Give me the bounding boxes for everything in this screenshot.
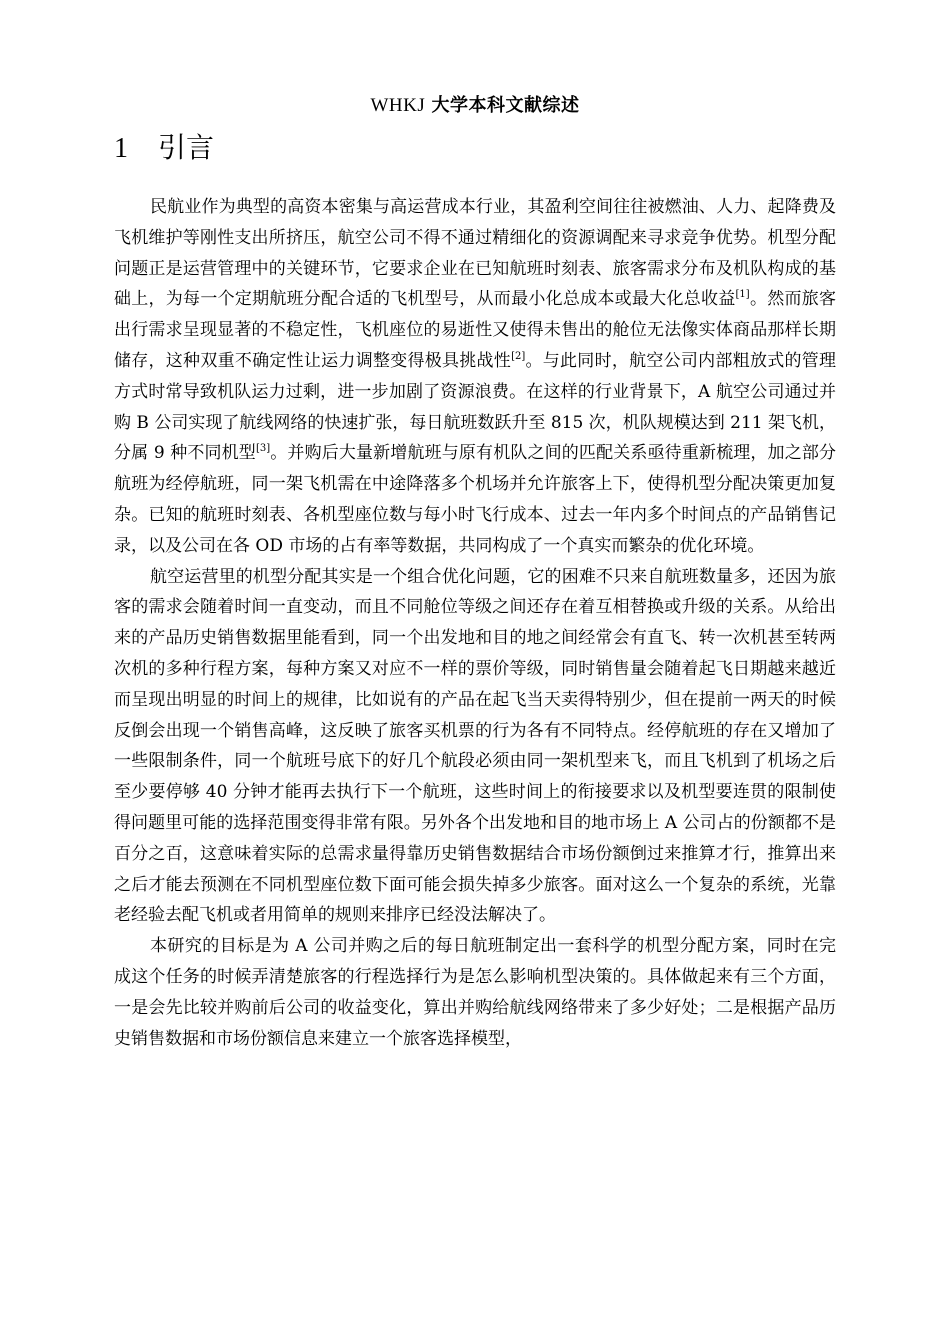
page-header — [0, 93, 950, 119]
header-title: 大学本科文献综述 — [431, 95, 580, 116]
paragraph — [114, 562, 836, 932]
citation-marker: [1] — [735, 289, 750, 301]
paragraph-text: 航空运营里的机型分配其实是一个组合优化问题，它的困难不只来自航班数量多，还因为旅客的需求会随着时间一直变动，而且不同舱位等级之间还存在着互相替换或升级的关系。从给出来的产品历史销售数据里能看到，同一个出发地和目的地之间经常会有直飞、转一次机甚至转两次机的多种行程方案，每种方案又对应不一样的票价等级，同时销售量会随着起飞日期越来越近而呈现出明显的时间上的规律，比如说有的产品在起飞当天卖得特别少，但在提前一两天的时候反倒会出现一个销售高峰，这反映了旅客买机票的行为各有不同特点。经停航班的存在又增加了一些限制条件，同一个航班号底下的好几个航段必须由同一架机型来飞，而且飞机到了机场之后至少要停够 40 分钟才能再去执行下一个航班，这些时间上的衔接要求以及机型要连贯的限制使得问题里可能的选择范围变得非常有限。另外各个出发地和目的地市场上 A 公司占的份额都不是百分之百，这意味着实际的总需求量得靠历史销售数据结合市场份额倒过来推算才行，推算出来之后才能去预测在不同机型座位数下面可能会损失掉多少旅客。面对这么一个复杂的系统，光靠老经验去配飞机或者用简单的规则来排序已经没法解决了。 — [114, 566, 836, 926]
section-heading — [114, 128, 214, 169]
paragraph-text: 。并购后大量新增航班与原有机队之间的匹配关系亟待重新梳理，加之部分航班为经停航班，同一架飞机需在中途降落多个机场并允许旅客上下，使得机型分配决策更加复杂。已知的航班时刻表、各机型座位数与每小时飞行成本、过去一年内多个时间点的产品销售记录，以及公司在各 OD 市场的占有率等数据，共同构成了一个真实而繁杂的优化环境。 — [114, 443, 836, 556]
paragraph-text: 。与此同时，航空公司内部粗放式的管理方式时常导致机队运力过剩，进一步加剧了资源浪费。在这样的行业背景下，A 航空公司通过并购 B 公司实现了航线网络的快速扩张，每日航班数跃升至 815 次，机队规模达到 211 架飞机，分属 9 种不同机型 — [114, 350, 837, 464]
section-number: 1 — [114, 133, 128, 164]
header-university-code: WHKJ — [370, 95, 426, 116]
citation-marker: [2] — [511, 350, 526, 362]
paragraph-text: 本研究的目标是为 A 公司并购之后的每日航班制定出一套科学的机型分配方案，同时在完成这个任务的时候弄清楚旅客的行程选择行为是怎么影响机型决策的。具体做起来有三个方面，一是会先比较并购前后公司的收益变化，算出并购给航线网络带来了多少好处；二是根据产品历史销售数据和市场份额信息来建立一个旅客选择模型， — [114, 936, 836, 1049]
citation-marker: [3] — [255, 443, 271, 455]
paragraph-text: 。然而旅客出行需求呈现显著的不稳定性，飞机座位的易逝性又使得未售出的舱位无法像实体商品那样长期储存，这种双重不确定性让运力调整变得极具挑战性 — [114, 289, 837, 371]
body-text — [114, 192, 836, 1054]
paragraph — [114, 931, 836, 1054]
section-title: 引言 — [158, 131, 215, 164]
paragraph-text: 民航业作为典型的高资本密集与高运营成本行业，其盈利空间往往被燃油、人力、起降费及飞机维护等刚性支出所挤压，航空公司不得不通过精细化的资源调配来寻求竞争优势。机型分配问题正是运营管理中的关键环节，它要求企业在已知航班时刻表、旅客需求分布及机队构成的基础上，为每一个定期航班分配合适的飞机型号，从而最小化总成本或最大化总收益 — [114, 197, 836, 310]
paragraph — [114, 192, 836, 562]
